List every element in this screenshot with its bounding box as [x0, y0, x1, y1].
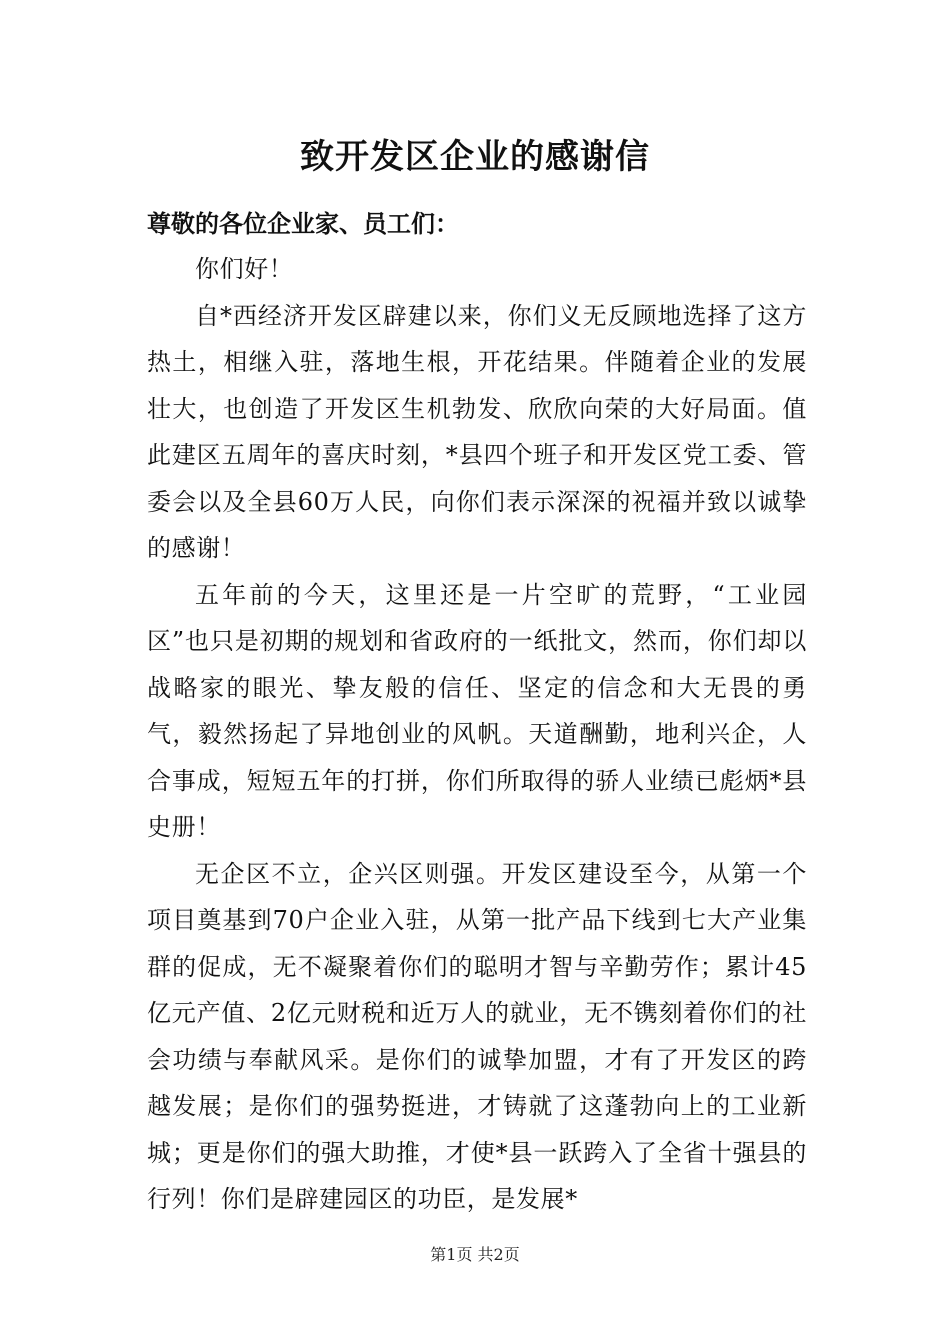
- body-paragraph-3: 无企区不立，企兴区则强。开发区建设至今，从第一个项目奠基到70户企业入驻，从第一批产品下线到七大产业集群的促成，无不凝聚着你们的聪明才智与辛勤劳作；累计45亿元产值、2亿元财税和近万人的就业，无不镌刻着你们的社会功绩与奉献风采。是你们的诚挚加盟，才有了开发区的跨越发展；是你们的强势挺进，才铸就了这蓬勃向上的工业新城；更是你们的强大助推，才使*县一跃跨入了全省十强县的行列！你们是辟建园区的功臣，是发展*: [147, 859, 807, 1213]
- page-number-footer: 第1页 共2页: [430, 1245, 520, 1264]
- letter-body: [147, 246, 807, 1223]
- letter-salutation: 尊敬的各位企业家、员工们：: [147, 209, 459, 238]
- body-paragraph-2: 五年前的今天，这里还是一片空旷的荒野，“工业园区”也只是初期的规划和省政府的一纸批文，然而，你们却以战略家的眼光、挚友般的信任、坚定的信念和大无畏的勇气，毅然扬起了异地创业的风帆。天道酬勤，地利兴企，人合事成，短短五年的打拼，你们所取得的骄人业绩已彪炳*县史册！: [147, 580, 807, 841]
- letter-title: 致开发区企业的感谢信: [300, 137, 650, 177]
- greeting-paragraph: 你们好！: [195, 255, 294, 283]
- body-paragraph-1: 自*西经济开发区辟建以来，你们义无反顾地选择了这方热土，相继入驻，落地生根，开花结果。伴随着企业的发展壮大，也创造了开发区生机勃发、欣欣向荣的大好局面。值此建区五周年的喜庆时刻，*县四个班子和开发区党工委、管委会以及全县60万人民，向你们表示深深的祝福并致以诚挚的感谢！: [147, 301, 807, 562]
